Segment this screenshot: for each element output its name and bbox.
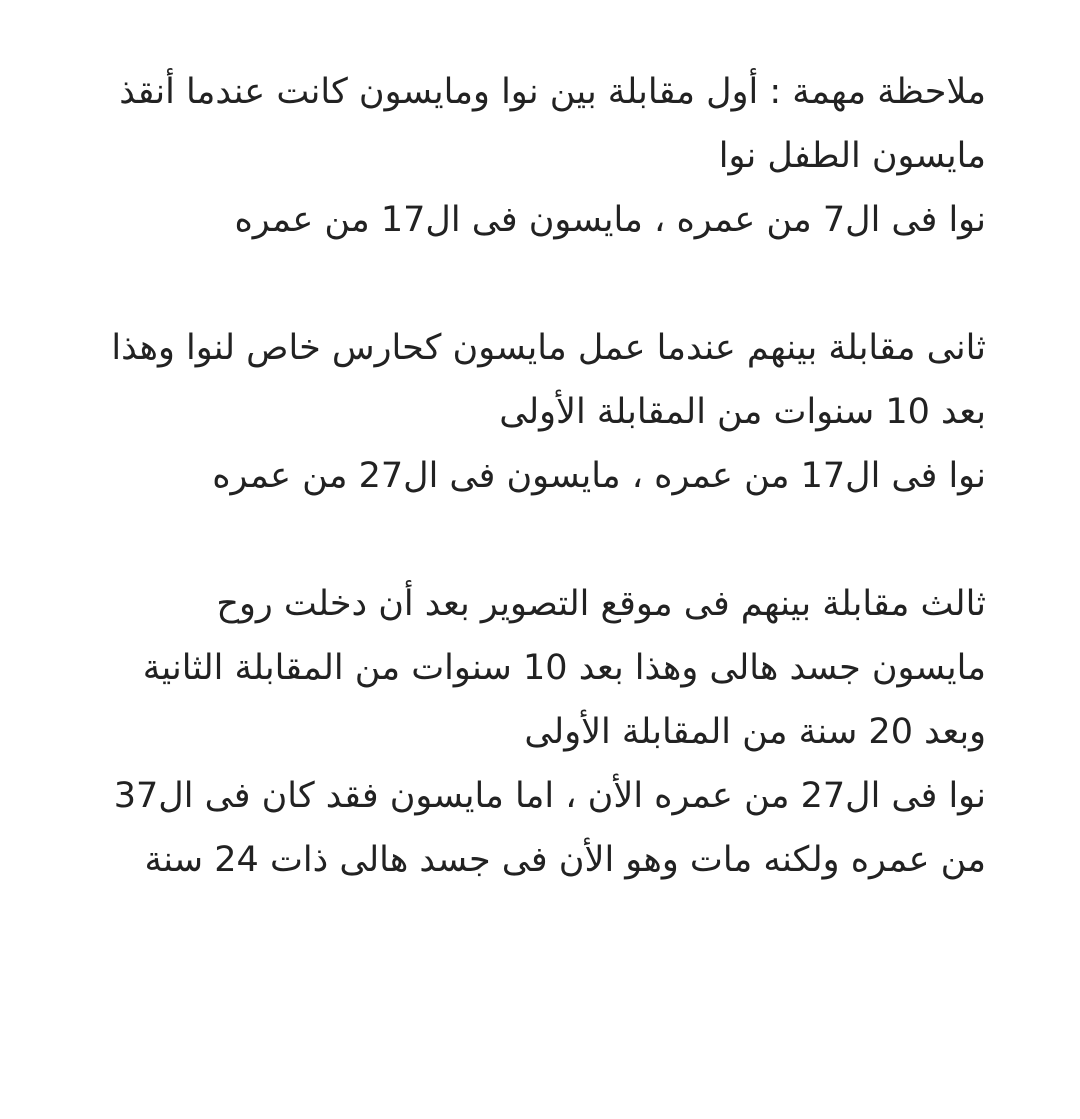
paragraph-second-meeting: [62, 316, 986, 508]
text-line: نوا فى ال7 من عمره ، مايسون فى ال17 من عمره: [234, 200, 986, 240]
text-line: وبعد 20 سنة من المقابلة الأولى: [524, 712, 986, 752]
text-line: بعد 10 سنوات من المقابلة الأولى: [499, 392, 986, 432]
text-line: نوا فى ال27 من عمره الأن ، اما مايسون فقد كان فى ال37: [113, 776, 986, 816]
paragraph-third-meeting: [62, 572, 986, 892]
text-line: مايسون جسد هالى وهذا بعد 10 سنوات من المقابلة الثانية: [142, 648, 986, 688]
text-line: ثالث مقابلة بينهم فى موقع التصوير بعد أن دخلت روح: [216, 584, 986, 624]
text-line: من عمره ولكنه مات وهو الأن فى جسد هالى ذات 24 سنة: [144, 840, 986, 880]
paragraph-first-meeting: [62, 60, 986, 252]
text-line: مايسون الطفل نوا: [718, 136, 986, 176]
text-line: ثانى مقابلة بينهم عندما عمل مايسون كحارس خاص لنوا وهذا: [111, 328, 986, 368]
text-line: نوا فى ال17 من عمره ، مايسون فى ال27 من عمره: [212, 456, 986, 496]
text-line: ملاحظة مهمة : أول مقابلة بين نوا ومايسون كانت عندما أنقذ: [119, 72, 986, 112]
